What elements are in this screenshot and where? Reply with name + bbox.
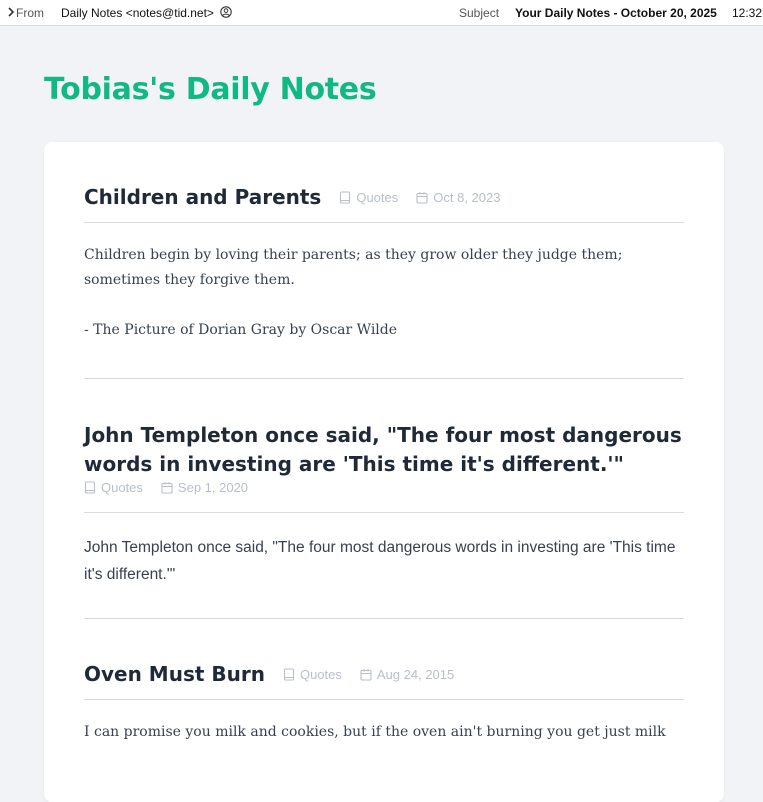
note-category[interactable]: Quotes <box>356 189 399 205</box>
contact-icon[interactable] <box>220 6 232 18</box>
notes-card <box>44 142 724 802</box>
email-header <box>0 0 763 26</box>
note-separator <box>84 378 684 379</box>
note-title[interactable]: John Templeton once said, "The four most dangerous words in investing are 'This time it's different.'" <box>84 423 682 476</box>
divider <box>84 222 684 223</box>
chevron-right-icon[interactable] <box>6 6 16 18</box>
page-title: Tobias's Daily Notes <box>44 72 377 107</box>
note-body <box>84 243 684 343</box>
note-body <box>84 534 684 588</box>
divider <box>84 512 684 513</box>
calendar-icon <box>161 481 173 494</box>
divider <box>84 699 684 700</box>
calendar-icon <box>360 668 372 681</box>
subject-label: Subject <box>459 6 500 20</box>
note-text: I can promise you milk and cookies, but if the oven ain't burning you get just milk <box>84 724 666 740</box>
note-title[interactable]: Children and Parents <box>84 185 322 209</box>
calendar-icon <box>416 191 428 204</box>
note-separator <box>84 618 684 619</box>
note-item <box>84 184 684 343</box>
note-meta <box>84 480 248 495</box>
note-category[interactable]: Quotes <box>101 480 143 495</box>
book-icon <box>339 191 351 204</box>
note-attribution: - The Picture of Dorian Gray by Oscar Wilde <box>84 322 398 338</box>
note-text: John Templeton once said, "The four most dangerous words in investing are 'This time it's different.'" <box>84 539 676 583</box>
note-date: Sep 1, 2020 <box>177 480 249 495</box>
book-icon <box>283 668 295 681</box>
note-item <box>84 661 684 745</box>
sender-address[interactable]: Daily Notes <notes@tid.net> <box>61 6 214 20</box>
received-time: 12:32 <box>732 6 763 20</box>
note-body <box>84 720 684 745</box>
note-text: Children begin by loving their parents; as they grow older they judge them; sometimes they forgive them. <box>84 247 623 288</box>
note-title[interactable]: Oven Must Burn <box>84 662 265 686</box>
note-item <box>84 421 684 588</box>
subject-value: Your Daily Notes - October 20, 2025 <box>515 6 717 20</box>
note-date: Aug 24, 2015 <box>376 666 455 682</box>
note-meta <box>339 190 500 205</box>
from-label: From <box>16 6 44 20</box>
note-category[interactable]: Quotes <box>299 666 342 682</box>
note-meta <box>283 667 454 682</box>
note-date: Oct 8, 2023 <box>433 189 501 205</box>
book-icon <box>84 481 96 494</box>
